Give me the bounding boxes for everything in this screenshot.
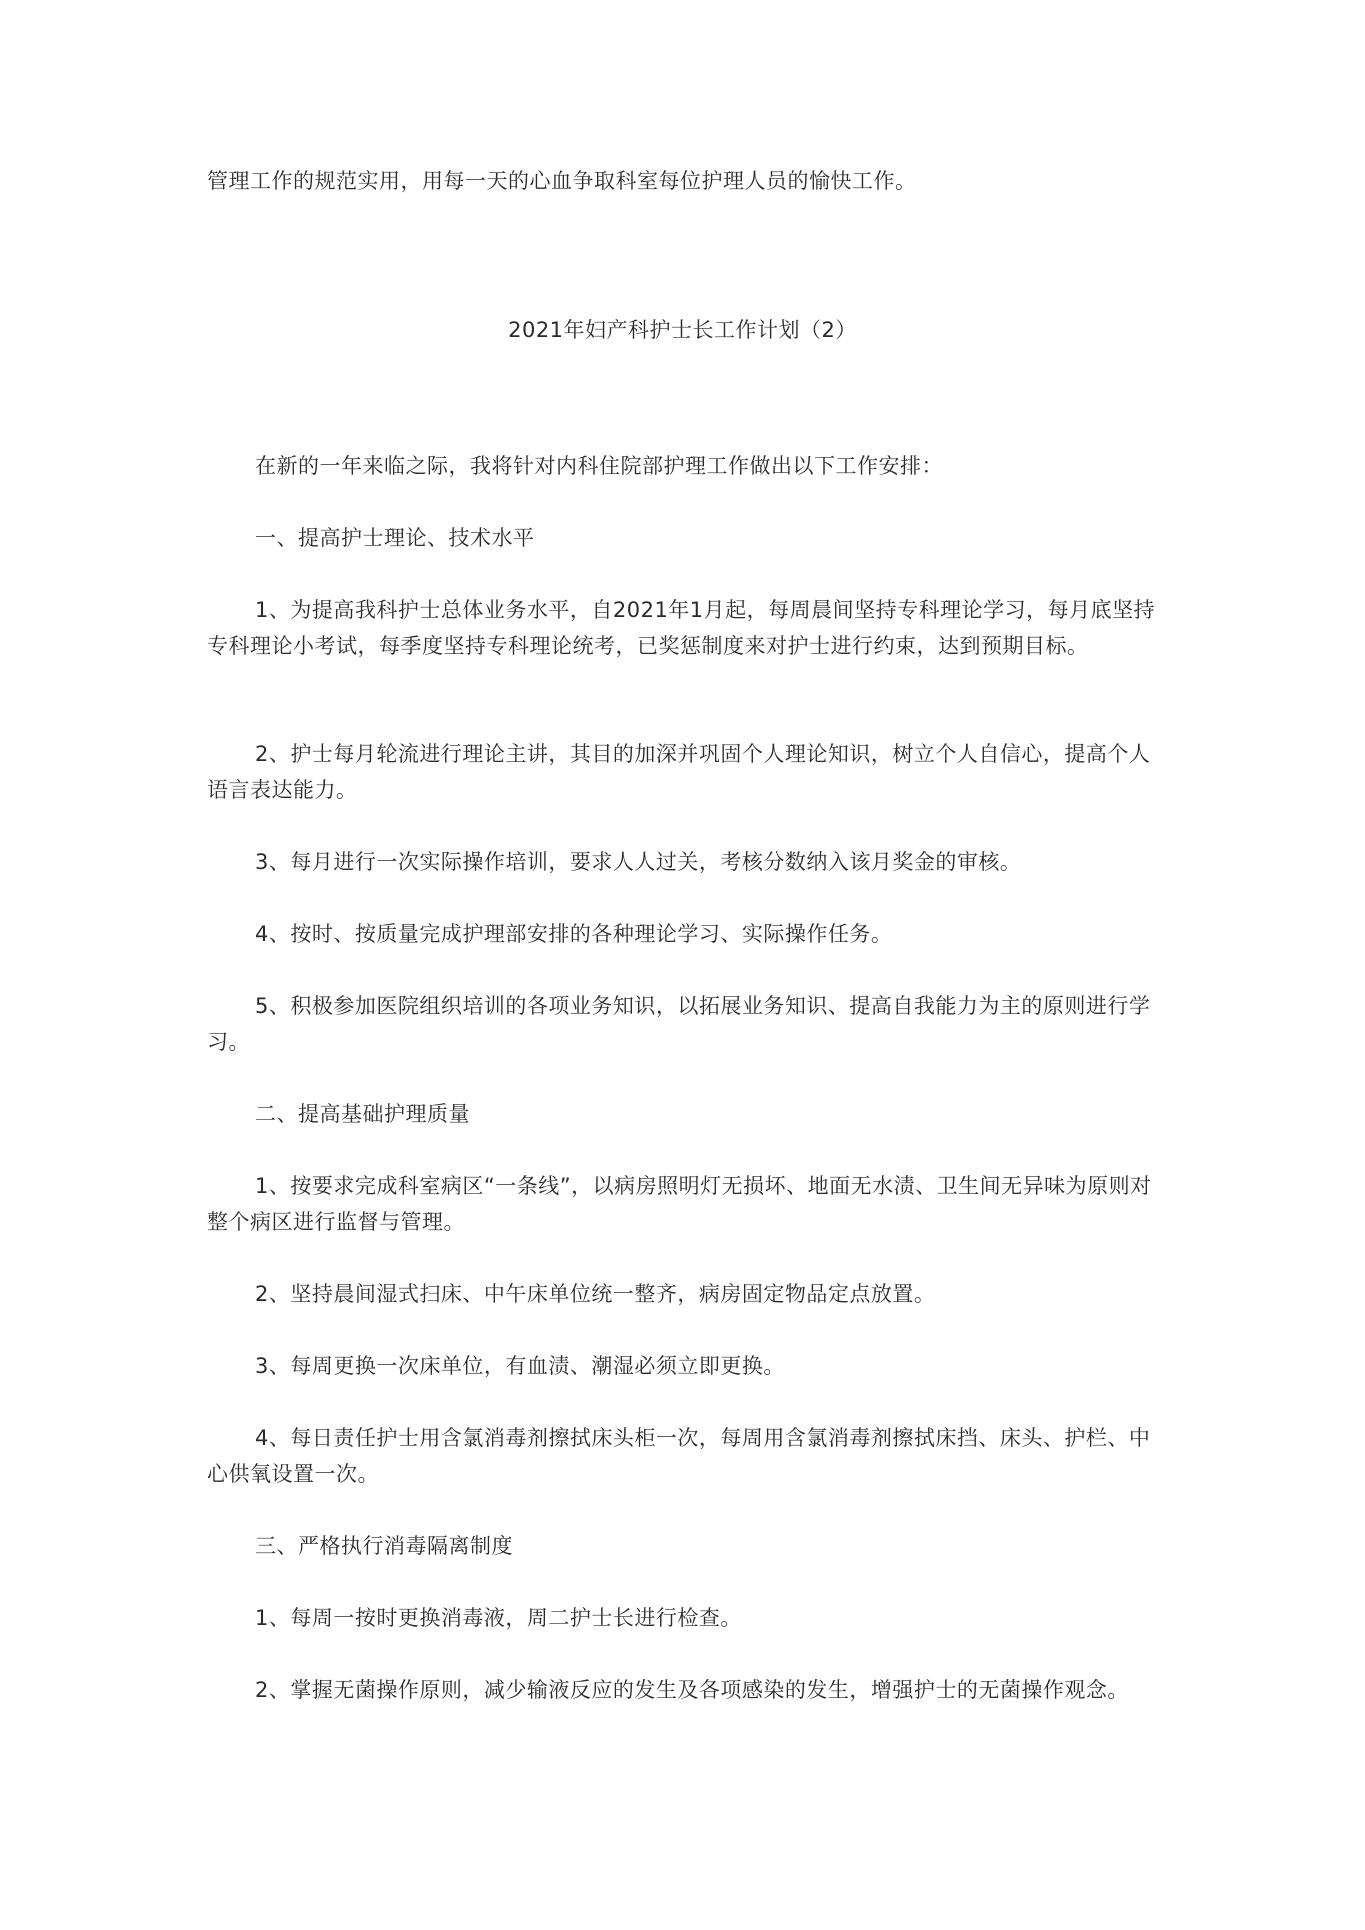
list-item: 4、每日责任护士用含氯消毒剂擦拭床头柜一次，每周用含氯消毒剂擦拭床挡、床头、护栏、中心供氧设置一次。	[207, 1426, 1151, 1486]
list-item: 2、掌握无菌操作原则，减少输液反应的发生及各项感染的发生，增强护士的无菌操作观念。	[255, 1678, 1129, 1702]
list-item: 4、按时、按质量完成护理部安排的各种理论学习、实际操作任务。	[255, 922, 893, 946]
section-heading-2: 二、提高基础护理质量	[255, 1102, 470, 1126]
list-item: 3、每月进行一次实际操作培训，要求人人过关，考核分数纳入该月奖金的审核。	[255, 850, 1022, 874]
list-item: 3、每周更换一次床单位，有血渍、潮湿必须立即更换。	[255, 1354, 785, 1378]
section-heading-1: 一、提高护士理论、技术水平	[255, 526, 535, 550]
list-item: 1、按要求完成科室病区“一条线”，以病房照明灯无损坏、地面无水渍、卫生间无异味为原则对整个病区进行监督与管理。	[207, 1174, 1152, 1234]
document-title: 2021年妇产科护士长工作计划（2）	[508, 318, 857, 342]
list-item: 2、护士每月轮流进行理论主讲，其目的加深并巩固个人理论知识，树立个人自信心，提高个人语言表达能力。	[207, 742, 1151, 802]
paragraph-intro: 在新的一年来临之际，我将针对内科住院部护理工作做出以下工作安排：	[255, 454, 943, 478]
list-item: 1、为提高我科护士总体业务水平，自2021年1月起，每周晨间坚持专科理论学习，每月底坚持专科理论小考试，每季度坚持专科理论统考，已奖惩制度来对护士进行约束，达到预期目标。	[207, 598, 1156, 658]
list-item: 1、每周一按时更换消毒液，周二护士长进行检查。	[255, 1606, 742, 1630]
intro-tail-paragraph: 管理工作的规范实用，用每一天的心血争取科室每位护理人员的愉快工作。	[207, 169, 917, 193]
list-item: 5、积极参加医院组织培训的各项业务知识，以拓展业务知识、提高自我能力为主的原则进行学习。	[207, 994, 1151, 1054]
section-heading-3: 三、严格执行消毒隔离制度	[255, 1534, 513, 1558]
list-item: 2、坚持晨间湿式扫床、中午床单位统一整齐，病房固定物品定点放置。	[255, 1282, 936, 1306]
